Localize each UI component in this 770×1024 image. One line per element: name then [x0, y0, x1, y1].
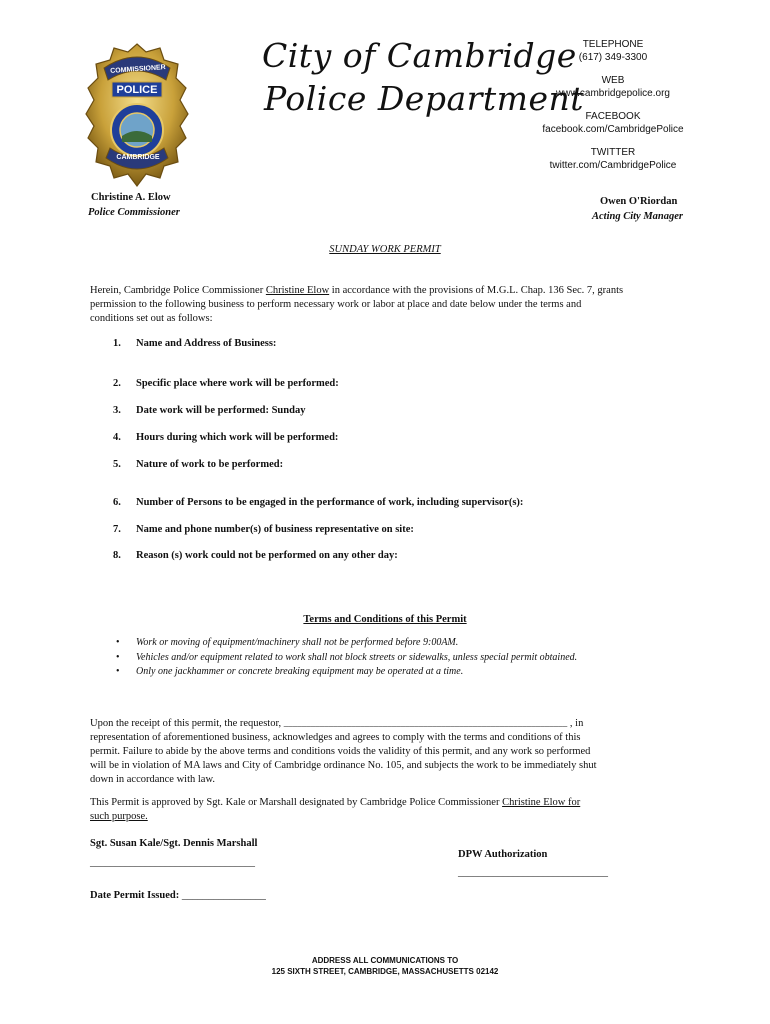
facebook-label: FACEBOOK [585, 111, 641, 122]
document-title: SUNDAY WORK PERMIT [329, 244, 441, 255]
date-issued: Date Permit Issued: ________________ [90, 890, 266, 901]
sgt-signature-line[interactable]: _________________________________ [90, 857, 255, 868]
approval-paragraph: This Permit is approved by Sgt. Kale or Marshall designated by Cambridge Police Commissioner Christine Elow for such purpose. [90, 797, 581, 822]
intro-text-a: Herein, Cambridge Police Commissioner [90, 285, 266, 296]
badge-bottom-text: CAMBRIDGE [116, 154, 160, 161]
manager-title: Acting City Manager [592, 211, 684, 222]
list-item: 3. Date work will be performed: Sunday [113, 405, 306, 416]
sgt-label: Sgt. Susan Kale/Sgt. Dennis Marshall [90, 838, 258, 849]
dpw-signature-line[interactable]: ______________________________ [458, 867, 608, 878]
police-badge-logo [84, 38, 190, 192]
list-item: 2. Specific place where work will be performed: [113, 378, 339, 389]
facebook-value[interactable]: facebook.com/CambridgePolice [542, 124, 684, 135]
intro-paragraph [90, 284, 690, 326]
list-item: 4. Hours during which work will be performed: [113, 432, 339, 443]
list-item: 1. Name and Address of Business: [113, 338, 277, 349]
intro-commissioner-name: Christine Elow [265, 285, 330, 296]
telephone-label: TELEPHONE [582, 39, 644, 50]
web-value[interactable]: www.cambridgepolice.org [556, 88, 670, 99]
intro-line-3: conditions set out as follows: [90, 313, 213, 324]
requestor-blank[interactable]: _______________________________________________________________ [283, 718, 568, 728]
twitter-label: TWITTER [590, 147, 636, 158]
list-item: 6. Number of Persons to be engaged in the performance of work, including supervisor(s): [113, 497, 524, 508]
date-issued-blank[interactable]: ________________ [181, 890, 266, 901]
list-item: 8. Reason (s) work could not be performed on any other day: [113, 550, 398, 561]
terms-bullet: • Work or moving of equipment/machinery shall not be performed before 9:00AM. [116, 637, 459, 648]
intro-line-2: permission to the following business to perform necessary work or labor at place and date below under the terms and [90, 299, 582, 310]
department-title-line2: Police Department [264, 79, 585, 118]
terms-bullet: • Only one jackhammer or concrete breaking equipment may be operated at a time. [116, 666, 464, 677]
list-item: 5. Nature of work to be performed: [113, 459, 284, 470]
badge-top-text: COMMISSIONER [110, 64, 166, 75]
list-item: 7. Name and phone number(s) of business representative on site: [113, 524, 414, 535]
commissioner-title: Police Commissioner [88, 207, 180, 218]
commissioner-name: Christine A. Elow [91, 192, 171, 203]
twitter-value[interactable]: twitter.com/CambridgePolice [549, 160, 677, 171]
intro-text-b: in accordance with the provisions of M.G.L. Chap. 136 Sec. 7, grants [329, 285, 624, 296]
web-label: WEB [601, 75, 625, 86]
manager-name: Owen O'Riordan [600, 196, 678, 207]
badge-center-text: POLICE [116, 84, 158, 96]
contact-block [513, 38, 713, 172]
terms-heading: Terms and Conditions of this Permit [303, 614, 467, 625]
footer-line-2: 125 SIXTH STREET, CAMBRIDGE, MASSACHUSETTS 02142 [271, 967, 499, 976]
department-title-line1: City of Cambridge [262, 36, 577, 75]
telephone-value: (617) 349-3300 [578, 52, 648, 63]
receipt-paragraph: Upon the receipt of this permit, the requestor, _______________________________________________________________ , in representation of aforementioned business, acknowledges and agrees to comply with the terms and conditions of this permit. Failure to abide by the above terms and conditions voids the validity of this permit, and any work so performed will be in violation of MA laws and City of Cambridge ordinance No. 105, and subjects the work to be immediately shut down in accordance with law. [90, 718, 597, 785]
dpw-label: DPW Authorization [458, 849, 548, 860]
footer-line-1: ADDRESS ALL COMMUNICATIONS TO [311, 956, 459, 965]
terms-bullet: • Vehicles and/or equipment related to work shall not block streets or sidewalks, unless special permit obtained. [116, 652, 578, 663]
